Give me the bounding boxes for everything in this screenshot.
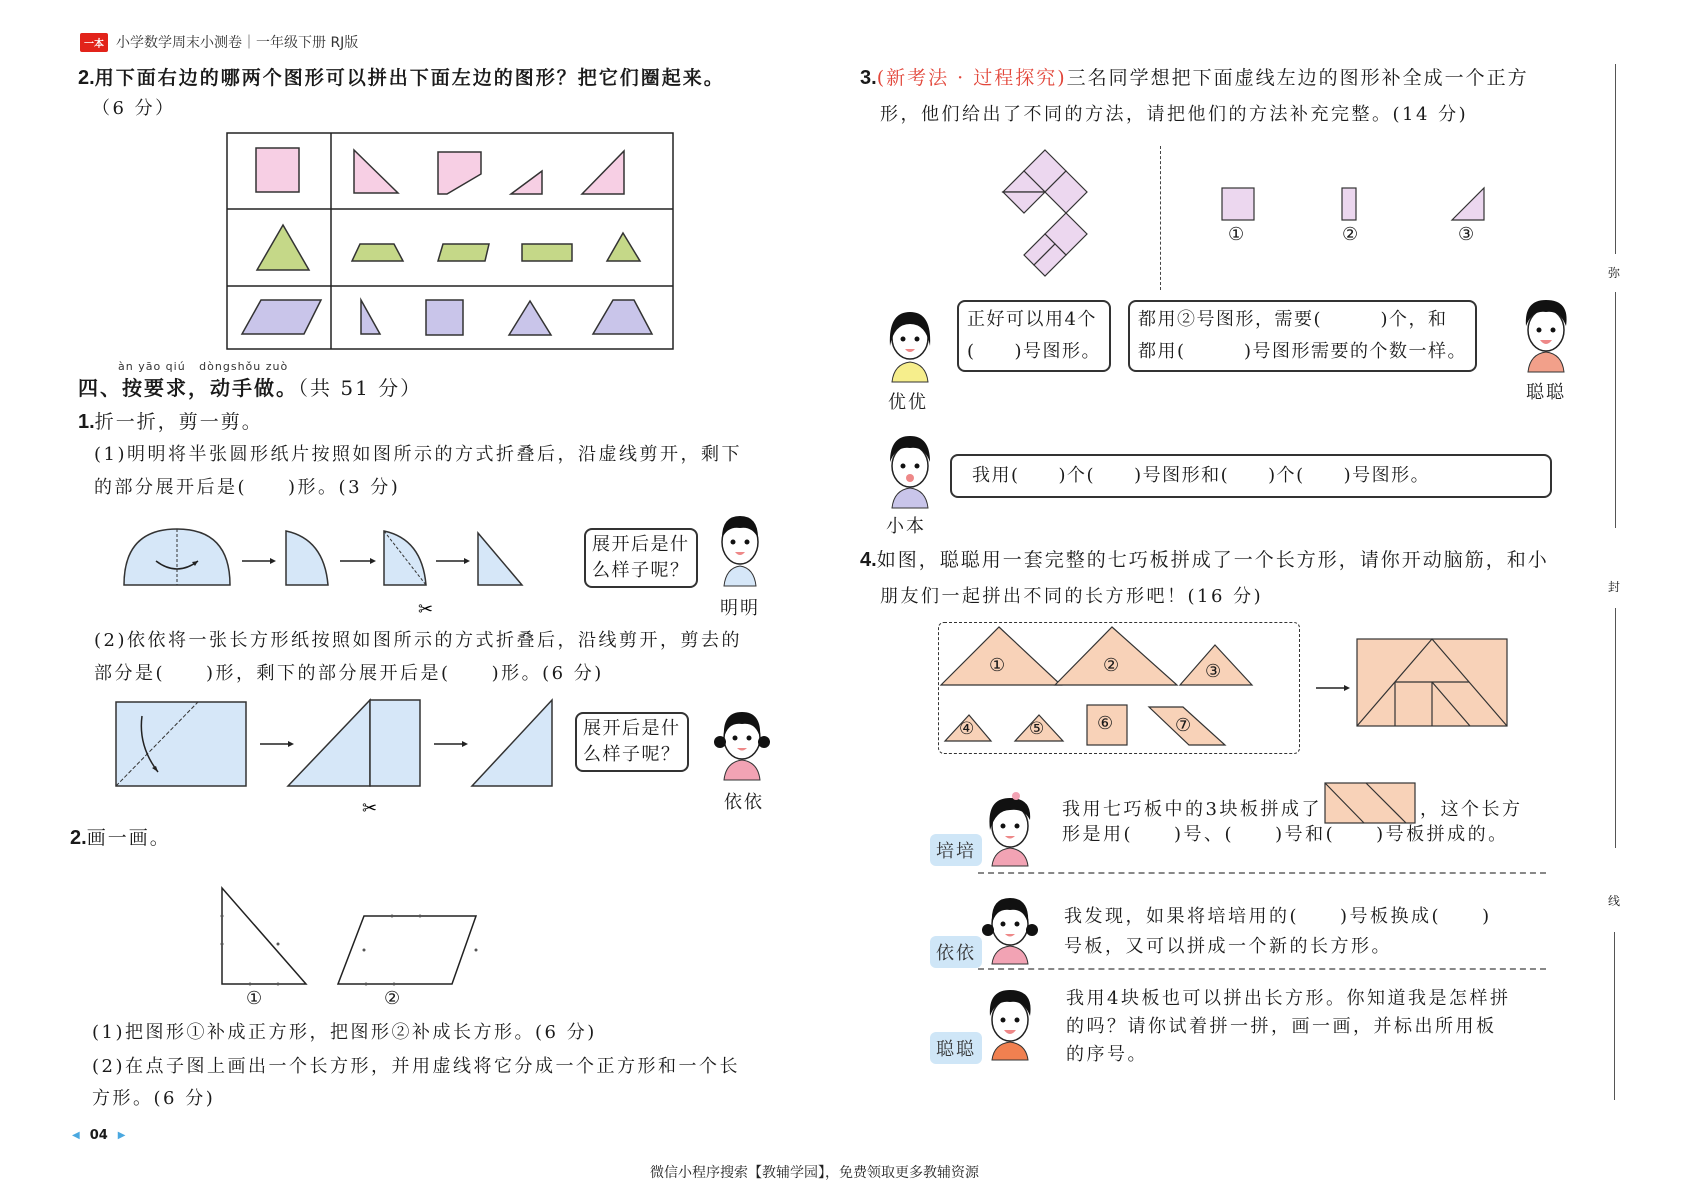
tangram-label-6: ⑥ [1097,713,1114,734]
margin-line-1 [1615,64,1616,254]
three-piece-rectangle-graphic [1324,782,1416,824]
tangram-pieces-box [938,622,1300,754]
tangram-label-7: ⑦ [1175,715,1192,736]
piece-1-label: ① [1228,224,1245,245]
tangram-label-1: ① [989,655,1006,676]
tangram-label-5: ⑤ [1029,719,1045,739]
binding-margin [1606,64,1626,1100]
header-title: 小学数学周末小测卷｜一年级下册 RJ版 [116,35,359,51]
q1-part1-line1: (1)明明将半张圆形纸片按照如图所示的方式折叠后，沿虚线剪开，剩下 [94,444,742,465]
q3-title-line1: 3.(新考法 · 过程探究)三名同学想把下面虚线左边的图形补全成一个正方 [860,67,1529,89]
tangram-rectangle [1356,638,1508,728]
q2-draw-part2-line2: 方形。(6 分) [92,1088,216,1109]
tangram-label-3: ③ [1205,661,1222,682]
congcong-line3: 的序号。 [1066,1044,1148,1065]
peipei-line1: 我用七巧板中的3块板拼成了 ，这个长方 [1062,796,1522,824]
section-4-title: 四、按要求，动手做。（共 51 分） [78,376,423,400]
youyou-name: 优优 [888,392,928,413]
q3-tag: (新考法 · 过程探究) [876,67,1067,89]
youyou-speech-bubble: 正好可以用4个 ( )号图形。 [957,300,1111,372]
semicircle-fold-graphic [118,515,578,625]
yiyi-name: 依依 [724,792,764,813]
q3-figure [1000,148,1100,284]
shape-2-label: ② [384,988,401,1009]
q3-dashed-divider [1160,146,1161,290]
incomplete-square-graphic [1000,148,1100,284]
yiyi-tag: 依依 [930,936,982,968]
margin-label-feng: 封 [1608,580,1621,594]
q1-part2-line1: (2)依依将一张长方形纸按照如图所示的方式折叠后，沿线剪开，剪去的 [94,630,742,651]
fold-diagram-2 [112,696,572,819]
q4-title-line1: 4.如图，聪聪用一套完整的七巧板拼成了一个长方形，请你开动脑筋，和小 [860,549,1549,571]
yiyi-avatar-q4 [980,888,1040,964]
separator-1 [978,872,1546,874]
peipei-avatar [980,790,1040,866]
congcong-line2: 的吗？请你试着拼一拼，画一画，并标出所用板 [1066,1016,1497,1037]
margin-line-2 [1615,292,1616,528]
peipei-tag: 培培 [930,834,982,866]
scissors-icon: ✂ [418,599,434,620]
tangram-rectangle-graphic [1356,638,1508,728]
question-2-score: （6 分） [92,98,176,119]
piece-2-label: ② [1342,224,1359,245]
q2-draw-part1: (1)把图形①补成正方形，把图形②补成长方形。(6 分) [92,1022,597,1043]
yiyi-line1: 我发现，如果将培培用的( )号板换成( ) [1064,906,1492,927]
shapes-table-graphic [226,132,674,350]
shape-1-label: ① [246,988,263,1009]
margin-label-xian: 线 [1608,894,1621,908]
next-page-icon[interactable]: ▶ [117,1130,126,1141]
question-2-title: 2.用下面右边的哪两个图形可以拼出下面左边的图形？把它们圈起来。 [78,67,725,89]
margin-line-3 [1615,608,1616,848]
yiyi-line2: 号板，又可以拼成一个新的长方形。 [1064,936,1392,957]
yiyi-speech-bubble: 展开后是什 么样子呢？ [575,712,689,772]
page-number: 04 [89,1128,108,1143]
margin-line-4 [1614,932,1615,1100]
piece-shapes-graphic [1220,184,1500,224]
congcong-line1: 我用4块板也可以拼出长方形。你知道我是怎样拼 [1066,988,1511,1009]
mingming-speech-bubble: 展开后是什 么样子呢？ [584,528,698,588]
congcong-avatar [1516,296,1576,372]
yiyi-avatar [712,704,772,780]
tangram-pieces-graphic [939,623,1301,755]
congcong-name: 聪聪 [1526,382,1566,403]
tangram-label-4: ④ [959,719,975,739]
tangram-label-2: ② [1103,655,1120,676]
tangram-arrow [1316,684,1350,692]
peipei-line2: 形是用( )号、( )号和( )号板拼成的。 [1062,824,1509,845]
shapes-table [226,132,674,350]
xiaoben-name: 小本 [886,516,926,537]
section-4-pinyin: àn yāo qiú dòngshǒu zuò [118,360,289,373]
q3-pieces [1220,184,1500,250]
q4-title-line2: 朋友们一起拼出不同的长方形吧！(16 分) [880,586,1264,607]
page-number-nav [72,1128,126,1143]
xiaoben-speech-bubble: 我用( )个( )号图形和( )个( )号图形。 [950,454,1552,498]
page-header [80,32,358,52]
congcong-tag: 聪聪 [930,1032,982,1064]
q1-part2-line2: 部分是( )形，剩下的部分展开后是( )形。(6 分) [94,663,604,684]
congcong-avatar-q4 [980,984,1040,1060]
q1-title: 1.折一折，剪一剪。 [78,411,263,433]
footer-promo: 微信小程序搜索【教辅学园】，免费领取更多教辅资源 [650,1165,979,1181]
q2-draw-title: 2.画一画。 [70,827,171,849]
q1-part1-line2: 的部分展开后是( )形。(3 分) [94,477,401,498]
brand-badge: 一本 [80,33,108,52]
q3-title-line2: 形，他们给出了不同的方法，请把他们的方法补充完整。(14 分) [880,104,1469,125]
draw-shapes [210,880,500,1010]
separator-2 [978,968,1546,970]
margin-label-mi: 弥 [1608,266,1621,280]
prev-page-icon[interactable]: ◀ [72,1130,80,1141]
piece-3-label: ③ [1458,224,1475,245]
xiaoben-avatar [880,432,940,508]
scissors-icon: ✂ [362,798,378,819]
q2-draw-part2-line1: (2)在点子图上画出一个长方形，并用虚线将它分成一个正方形和一个长 [92,1056,740,1077]
mingming-avatar [712,510,768,586]
congcong-speech-bubble: 都用②号图形，需要( )个，和 都用( )号图形需要的个数一样。 [1128,300,1477,372]
rectangle-fold-graphic [112,696,572,819]
fold-diagram-1 [118,515,578,625]
youyou-avatar [880,306,940,382]
mingming-name: 明明 [720,598,760,619]
